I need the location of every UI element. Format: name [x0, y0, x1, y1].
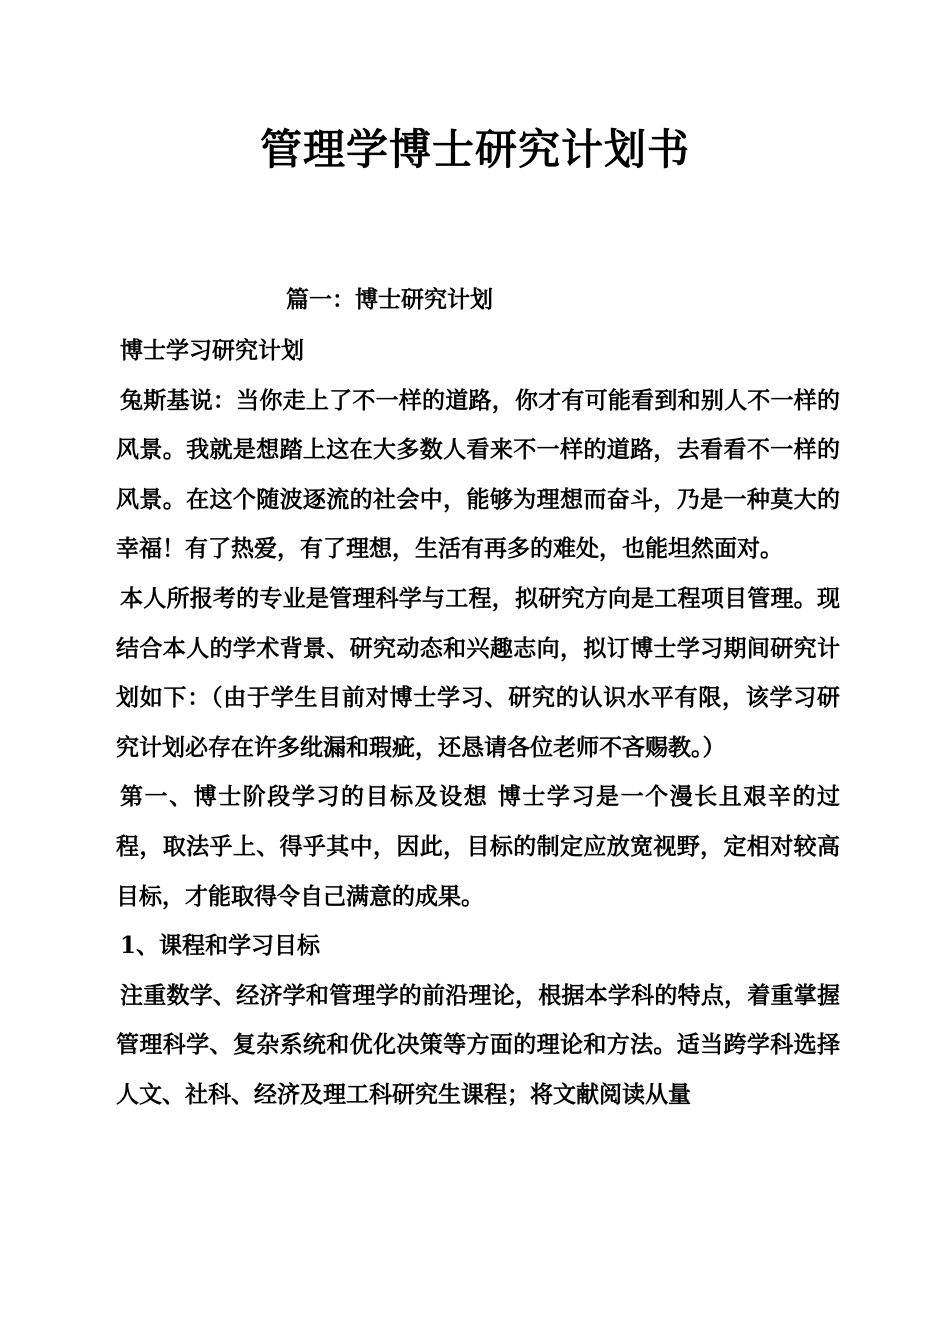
- paragraph-heading-courses: 1、课程和学习目标: [120, 932, 321, 960]
- paragraph-heading-study-plan: 博士学习研究计划: [120, 337, 304, 364]
- paragraph-intro-quote: 兔斯基说：当你走上了不一样的道路，你才有可能看到和别人不一样的风景。我就是想踏上这在大多数人看来不一样的道路，去看看不一样的风景。在这个随波逐流的社会中，能够为理想而奋斗，乃是一种莫大的幸福！有了热爱，有了理想，生活有再多的难处，也能坦然面对。: [116, 386, 840, 563]
- paragraph-major-direction: 本人所报考的专业是管理科学与工程，拟研究方向是工程项目管理。现结合本人的学术背景、研究动态和兴趣志向，拟订博士学习期间研究计划如下：（由于学生目前对博士学习、研究的认识水平有限，该学习研究计划必存在许多纰漏和瑕疵，还恳请各位老师不吝赐教。）: [116, 584, 840, 761]
- paragraph-courses: 注重数学、经济学和管理学的前沿理论，根据本学科的特点，着重掌握管理科学、复杂系统和优化决策等方面的理论和方法。适当跨学科选择人文、社科、经济及理工科研究生课程；将文献阅读从量: [116, 981, 840, 1108]
- document-title: 管理学博士研究计划书: [259, 125, 690, 174]
- section-subtitle: 篇一：博士研究计划: [286, 286, 493, 313]
- document-body: [116, 326, 840, 1120]
- paragraph-goals: 第一、博士阶段学习的目标及设想 博士学习是一个漫长且艰辛的过程，取法乎上、得乎其中，因此，目标的制定应放宽视野，定相对较高目标，才能取得令自己满意的成果。: [116, 783, 840, 910]
